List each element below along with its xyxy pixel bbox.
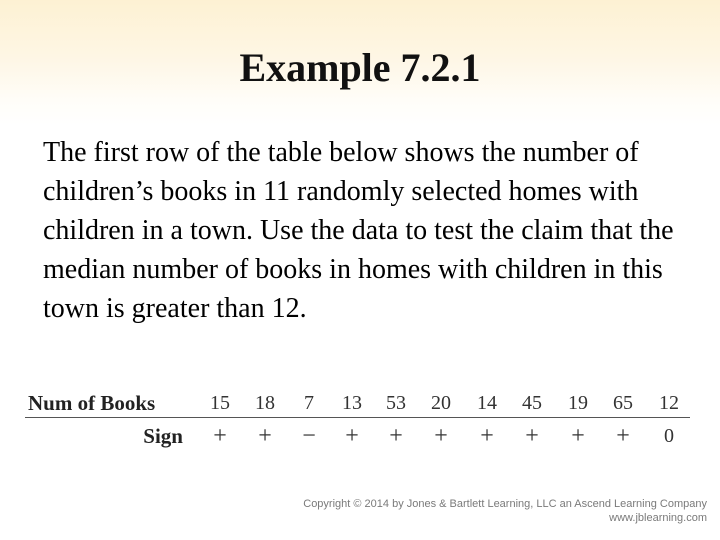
table-row-books: [25, 388, 690, 418]
table-cell: 13: [342, 392, 362, 414]
sign-cell: +: [525, 423, 539, 449]
sign-cell: +: [213, 423, 227, 449]
table-row-sign: [25, 421, 690, 451]
table-cell: 15: [210, 392, 230, 414]
sign-table: [25, 385, 690, 455]
slide-title: Example 7.2.1: [239, 45, 481, 90]
sign-cell: +: [571, 423, 585, 449]
sign-cell: +: [258, 423, 272, 449]
slide-body-text: The first row of the table below shows the number of children’s books in 11 randomly selected homes with children in a town. Use the data to test the claim that the median number of books in homes with children in this town is greater than 12.: [43, 137, 674, 324]
table-cell: 14: [477, 392, 497, 414]
table-cell: 19: [568, 392, 588, 414]
table-cell: 45: [522, 392, 542, 414]
table-cell: 12: [659, 392, 679, 414]
sign-cell: +: [616, 423, 630, 449]
row-label-books: Num of Books: [28, 391, 156, 415]
copyright-text: Copyright © 2014 by Jones & Bartlett Learning, LLC an Ascend Learning Company: [303, 498, 707, 510]
sign-cell: +: [434, 423, 448, 449]
sign-cell: +: [389, 423, 403, 449]
copyright-footer: [303, 497, 707, 525]
row-label-sign: Sign: [143, 424, 183, 448]
sign-cell: +: [345, 423, 359, 449]
table-cell: 18: [255, 392, 275, 414]
table-cell: 7: [304, 392, 314, 414]
table-cell: 53: [386, 392, 406, 414]
sign-cell: −: [302, 423, 316, 449]
sign-cell: +: [480, 423, 494, 449]
publisher-url: www.jblearning.com: [609, 512, 707, 524]
table-cell: 65: [613, 392, 633, 414]
table-divider: [25, 417, 690, 418]
sign-cell: 0: [664, 425, 674, 447]
table-cell: 20: [431, 392, 451, 414]
